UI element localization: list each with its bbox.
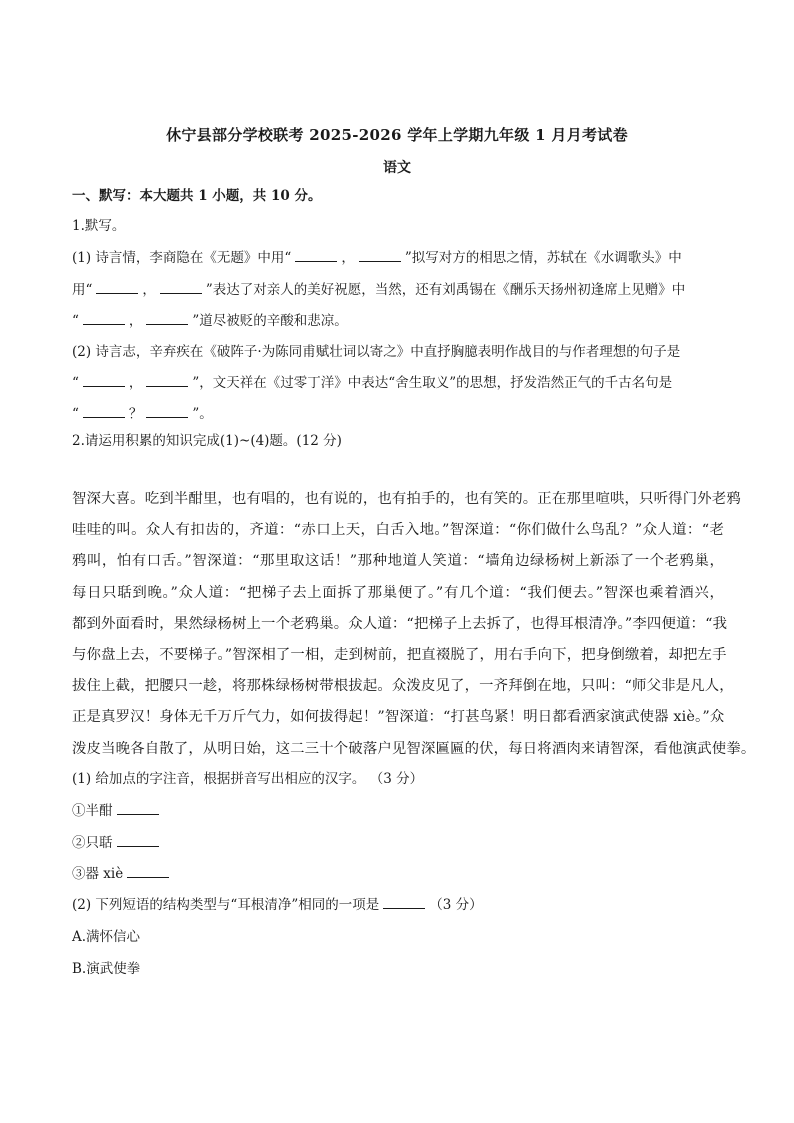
passage-line: 与你盘上去，不要梯子。”智深相了一相，走到树前，把直裰脱了，用右手向下，把身倒缴着，却把左手 — [72, 647, 727, 664]
item-label: ③器 xiè — [72, 866, 124, 882]
q1-text: ， — [128, 375, 143, 391]
passage-line: 正是真罗汉！身体无千万斤气力，如何拔得起！”智深道：“打甚鸟紧！明日都看洒家演武使器 xiè。”众 — [72, 709, 725, 726]
answer-blank[interactable] — [146, 312, 188, 325]
q1-line-2 — [72, 281, 685, 299]
sub1-item-1 — [72, 802, 163, 820]
sub1-item-2 — [72, 834, 163, 852]
q1-line-6 — [72, 405, 213, 423]
q1-text: ”道尽被贬的辛酸和悲凉。 — [192, 313, 348, 329]
answer-blank[interactable] — [117, 802, 159, 815]
sub1-item-3 — [72, 865, 173, 883]
passage-line: 鸦叫，怕有口舌。”智深道：“那里取这话！”那种地道人笑道：“墙角边绿杨树上新添了一个老鸦巢， — [72, 553, 724, 570]
sub2-text: (2) 下列短语的结构类型与“耳根清净”相同的一项是 — [72, 897, 380, 913]
sub2-points: （3 分） — [429, 897, 483, 913]
question-1-head: 1.默写。 — [72, 218, 126, 234]
q1-text: (1) 诗言情，李商隐在《无题》中用“ — [72, 250, 292, 266]
q1-text: “ — [72, 375, 79, 391]
q1-text: “ — [72, 313, 79, 329]
answer-blank[interactable] — [295, 249, 337, 262]
q1-text: “ — [72, 406, 79, 422]
q1-text: ？ — [128, 406, 143, 422]
q1-text: ”拟写对方的相思之情，苏轼在《水调歌头》中 — [404, 250, 682, 266]
question-2-head: 2.请运用积累的知识完成(1)~(4)题。(12 分) — [72, 433, 342, 449]
item-label: ①半酣 — [72, 803, 113, 819]
sub-question-2 — [72, 896, 483, 914]
answer-blank[interactable] — [127, 865, 169, 878]
q1-text: ”表达了对亲人的美好祝愿，当然，还有刘禹锡在《酬乐天扬州初逢席上见赠》中 — [205, 282, 686, 298]
exam-title: 休宁县部分学校联考 2025-2026 学年上学期九年级 1 月月考试卷 — [166, 126, 628, 144]
q1-line-4: (2) 诗言志，辛弃疾在《破阵子·为陈同甫赋壮词以寄之》中直抒胸臆表明作战目的与作者理想的句子是 — [72, 344, 681, 360]
answer-blank[interactable] — [383, 896, 425, 909]
passage-line: 泼皮当晚各自散了，从明日始，这二三十个破落户见智深匾匾的伏，每日将酒肉来请智深，看他演武使拳。 — [72, 740, 756, 757]
q1-text: ， — [128, 313, 143, 329]
reading-passage — [72, 484, 756, 765]
option-b: B.演武使拳 — [72, 961, 141, 977]
q1-text: ， — [341, 250, 355, 266]
passage-line: 都到外面看时，果然绿杨树上一个老鸦巢。众人道：“把梯子上去拆了，也得耳根清净。”李四便道：“我 — [72, 615, 728, 632]
sub-question-1: (1) 给加点的字注音，根据拼音写出相应的汉字。 （3 分） — [72, 771, 424, 787]
q1-text: ”，文天祥在《过零丁洋》中表达“舍生取义”的思想，抒发浩然正气的千古名句是 — [192, 375, 673, 391]
q1-text: ， — [142, 282, 156, 298]
passage-line: 哇哇的叫。众人有扣齿的，齐道：“赤口上天，白舌入地。”智深道：“你们做什么鸟乱？”众人道：“老 — [72, 522, 724, 539]
q1-text: 用“ — [72, 282, 93, 298]
answer-blank[interactable] — [83, 312, 125, 325]
q1-line-3 — [72, 312, 348, 330]
answer-blank[interactable] — [146, 374, 188, 387]
passage-line: 拔住上截，把腰只一趁，将那株绿杨树带根拔起。众泼皮见了，一齐拜倒在地，只叫：“师父非是凡人， — [72, 678, 734, 695]
answer-blank[interactable] — [359, 249, 401, 262]
answer-blank[interactable] — [83, 405, 125, 418]
passage-line: 智深大喜。吃到半酣里，也有唱的，也有说的，也有拍手的，也有笑的。正在那里喧哄，只听得门外老鸦 — [72, 491, 741, 507]
q1-line-1 — [72, 249, 682, 267]
q1-text: ”。 — [192, 406, 213, 422]
q1-line-5 — [72, 374, 672, 392]
answer-blank[interactable] — [146, 405, 188, 418]
answer-blank[interactable] — [83, 374, 125, 387]
option-a: A.满怀信心 — [72, 929, 141, 945]
subject-title: 语文 — [383, 160, 411, 176]
passage-line: 每日只聒到晚。”众人道：“把梯子去上面拆了那巢便了。”有几个道：“我们便去。”智深也乘着酒兴， — [72, 584, 724, 601]
item-label: ②只聒 — [72, 835, 113, 851]
answer-blank[interactable] — [117, 834, 159, 847]
answer-blank[interactable] — [160, 281, 202, 294]
answer-blank[interactable] — [96, 281, 138, 294]
section-heading: 一、默写：本大题共 1 小题，共 10 分。 — [72, 188, 322, 204]
